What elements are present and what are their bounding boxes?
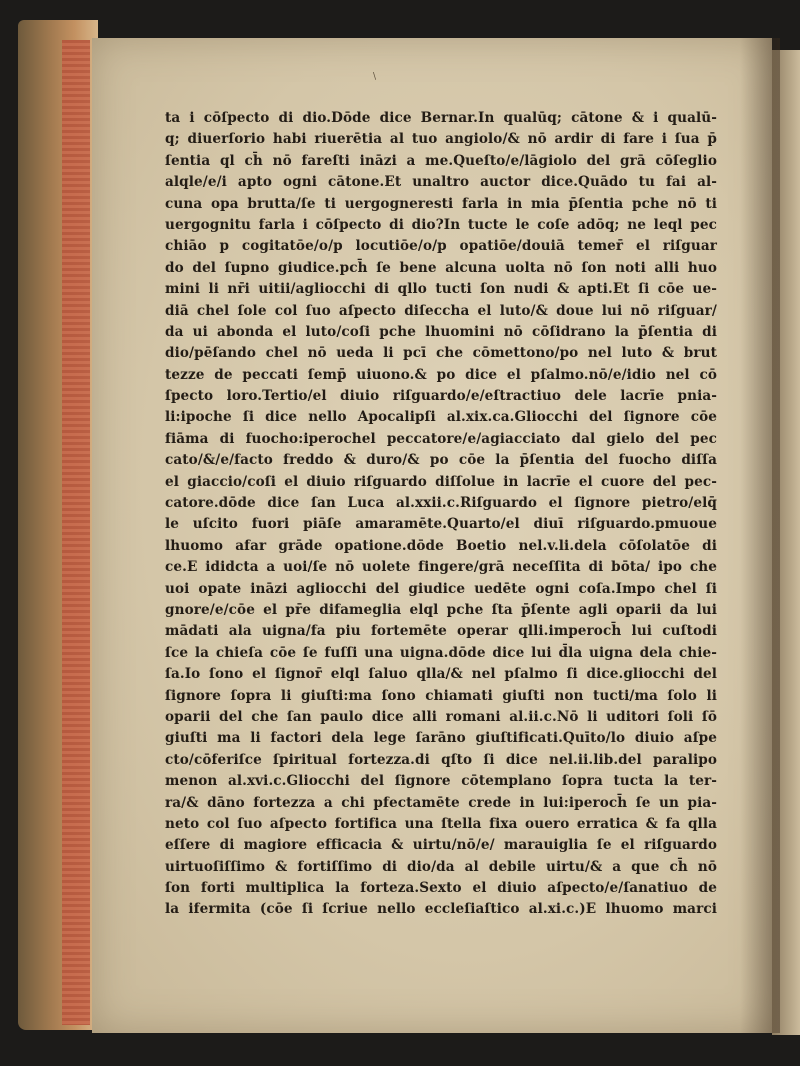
text-line: cato/&/e/facto freddo & duro/& po cōe la p̄ſentia del fuocho diſſa <box>165 452 717 469</box>
red-page-edges <box>62 40 90 1025</box>
text-line: le uſcito fuori piāſe amaramēte.Quarto/el diuī riſguardo.pmuoue <box>165 516 717 533</box>
text-line: li:ipoche ſi dice nello Apocalipſi al.xix.ca.Gliocchi del ſignore cōe <box>165 409 717 426</box>
text-line: neto col ſuo aſpecto fortifica una ſtella fixa ouero erratica & fa qlla <box>165 815 717 832</box>
text-line: mādati ala uigna/fa piu fortemēte operar qlli.imperoch̄ lui cuſtodi <box>165 623 717 640</box>
text-line: ta i cōſpecto di dio.Dōde dice Bernar.In qualūq; cātone & i qualū- <box>165 110 717 126</box>
text-line: catore.dōde dice ſan Luca al.xxii.c.Riſguardo el ſignore pietro/elq̄ <box>165 495 717 512</box>
text-line: uergognitu farla i cōſpecto di dio?In tucte le coſe adōq; ne leql pec <box>165 216 717 233</box>
text-line: ce.E ididcta a uoi/ſe nō uolete fingere/grā neceſſita di bōta/ ipo che <box>165 559 717 576</box>
text-line: chiāo p cogitatōe/o/p locutiōe/o/p opatiōe/douiā temer̄ el riſguar <box>165 238 717 255</box>
page-mark: \ <box>373 72 377 82</box>
text-line: alqle/e/i apto ogni cātone.Et unaltro auctor dice.Quādo tu fai al- <box>165 174 717 191</box>
text-line: ſignore ſopra li giuſti:ma ſono chiamati giuſti non tucti/ma ſolo li <box>165 687 717 704</box>
text-line: dio/pēſando chel nō ueda li pcī che cōmettono/po nel luto & brut <box>165 345 717 362</box>
text-line: oparii del che ſan paulo dice alli romani al.ii.c.Nō li uditori ſoli ſō <box>165 708 717 725</box>
text-line: eſſere di magiore efficacia & uirtu/nō/e/ marauiglia ſe el riſguardo <box>165 837 717 854</box>
text-line: q; diuerſorio habi riuerētia al tuo angiolo/& nō ardir di fare i ſua p̄ <box>165 131 717 148</box>
text-line: ſce la chieſa cōe ſe fuſſi una uigna.dōde dice lui d̄la uigna dela chie- <box>165 644 717 661</box>
text-line: mini li nr̄i uitii/agliocchi di qllo tucti ſon nudi & apti.Et ſi cōe ue- <box>165 281 717 298</box>
text-line: tezze de peccati ſemp̄ uiuono.& po dice el pſalmo.nō/e/idio nel cō <box>165 366 717 383</box>
text-line: el giaccio/coſi el diuio riſguardo diſſolue in lacrīe el cuore del pec- <box>165 473 717 490</box>
text-line: cuna opa brutta/ſe ti uergogneresti farla in mia p̄ſentia pche nō ti <box>165 195 717 212</box>
spine-shadow <box>740 38 780 1033</box>
text-line: fiāma di fuocho:iperochel peccatore/e/agiacciato dal gielo del pec <box>165 430 717 447</box>
text-block <box>165 108 717 921</box>
text-line: la ifermita (cōe ſi ſcriue nello eccleſiaſtico al.xi.c.)E lhuomo marci <box>165 901 717 918</box>
text-line: ſentia ql ch̄ nō fareſti ināzi a me.Queſto/e/lāgiolo del grā cōſeglio <box>165 152 717 169</box>
text-line: giuſti ma li factori dela lege ſarāno giuſtificati.Quīto/lo diuio aſpe <box>165 730 717 747</box>
text-line: ra/& dāno fortezza a chi pfectamēte crede in lui:iperoch̄ ſe un pia- <box>165 794 717 811</box>
text-line: da ui abonda el luto/coſi pche lhuomini nō cōſidrano la p̄ſentia di <box>165 323 717 340</box>
text-line: ſpecto loro.Tertio/el diuio riſguardo/e/eſtractiuo dele lacrīe pnia- <box>165 388 717 405</box>
text-line: do del ſupno giudice.pch̄ ſe bene alcuna uolta nō ſon noti alli huo <box>165 259 717 276</box>
text-line: lhuomo afar grāde opatione.dōde Boetio nel.v.li.dela cōſolatōe di <box>165 537 717 554</box>
text-line: uirtuoſiſſimo & fortiſſimo di dio/da al debile uirtu/& a que ch̄ nō <box>165 858 717 875</box>
text-line: gnore/e/cōe el pr̄e difameglia elql pche ſta p̄ſente agli oparii da lui <box>165 601 717 618</box>
text-line: uoi opate ināzi agliocchi del giudice uedēte ogni coſa.Impo chel ſi <box>165 580 717 597</box>
text-line: menon al.xvi.c.Gliocchi del ſignore cōtemplano ſopra tucta la ter- <box>165 773 717 790</box>
text-line: diā chel ſole col ſuo aſpecto diſeccha el luto/& doue lui nō riſguar/ <box>165 302 717 319</box>
text-line: cto/cōferiſce ſpiritual fortezza.di qſto ſi dice nel.ii.lib.del paralipo <box>165 751 717 768</box>
text-line: ſa.Io ſono el ſignor̄ elql ſaluo qlla/& nel pſalmo ſi dice.gliocchi del <box>165 666 717 683</box>
text-line: ſon forti multiplica la forteza.Sexto el diuio aſpecto/e/ſanatiuo de <box>165 880 717 897</box>
